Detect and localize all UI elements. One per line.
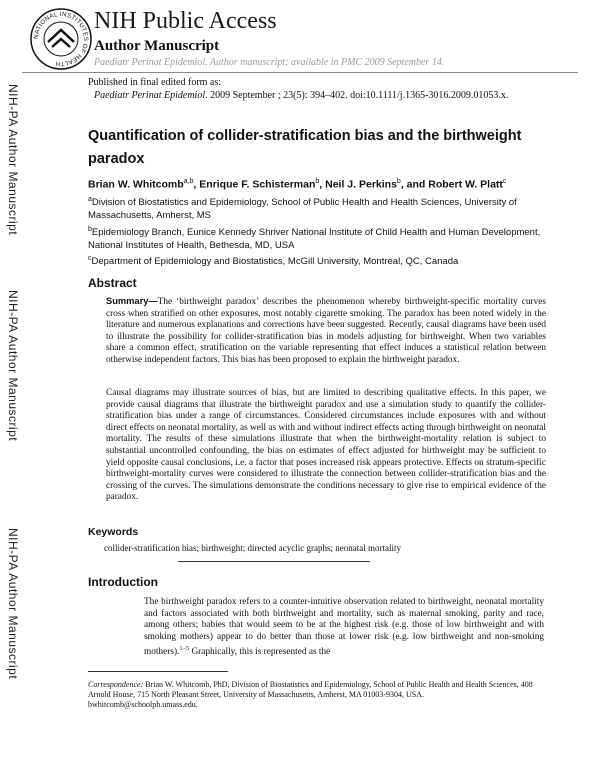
footnote-divider: [88, 671, 228, 672]
publication-info: [88, 76, 508, 102]
correspondence-email[interactable]: bwhitcomb@schoolph.umass.edu.: [88, 700, 198, 709]
correspondence-footnote: Correspondence: Brian W. Whitcomb, PhD, Division of Biostatistics and Epidemiology, School of Public Health and Health Sciences, 408 Arnold House, 715 North Pleasant Street, University of Massachusetts, Amherst, MA 01003-9304, USA. bwhitcomb@schoolph.umass.edu.: [88, 680, 533, 709]
keywords-divider: [178, 561, 370, 562]
journal-name: Paediatr Perinat Epidemiol: [94, 90, 206, 101]
summary-label: Summary—: [106, 296, 158, 306]
nih-logo: [30, 8, 92, 70]
abstract-paragraph-1: Summary—The ‘birthweight paradox’ describes the phenomenon whereby birthweight-specific mortality curves cross when stratified on other exposures, most notably cigarette smoking. The paradox has been noted widely in the literature and numerous explanations and corrections have been suggested. Recently, causal diagrams have been used to illustrate the possibility for collider-stratification bias in models adjusting for birthweight. When two variables share a common effect, stratification on the variable representing that effect induces a statistical relation between otherwise independent factors. This bias has been proposed to explain the birthweight paradox.: [106, 296, 546, 365]
abstract-heading: Abstract: [88, 276, 137, 290]
reference-citation[interactable]: 1–5: [179, 645, 190, 653]
author-list: Brian W. Whitcomb$^{a,b}$, Enrique F. Schisterman$^b$, Neil J. Perkins$^b$, and Robert W. Platt$^c$: [88, 178, 507, 191]
header-divider: [22, 72, 578, 73]
introduction-paragraph: The birthweight paradox refers to a counter-intuitive observation related to birthweight, neonatal mortality and factors associated with both birthweight and mortality, such as maternal smoking, parity and race, among others; babies that would seem to be at the highest risk (e.g. those of low birthweight and with smoking mothers) appear to do better than those at lower risk (e.g. low birthweight and non-smoking mothers).$^{1-5}$ Graphically, this is represented as the: [144, 597, 544, 658]
affiliation: $^c$Department of Epidemiology and Biostatistics, McGill University, Montreal, QC, Canada: [88, 255, 459, 268]
correspondence-label: Correspondence:: [88, 680, 144, 689]
keywords-heading: Keywords: [88, 526, 139, 538]
availability-note: Paediatr Perinat Epidemiol. Author manuscript; available in PMC 2009 September 14.: [94, 57, 445, 68]
side-label-1: NIH-PA Author Manuscript: [6, 84, 20, 236]
affiliation: $^a$Division of Biostatistics and Epidemiology, School of Public Health and Health Sciences, University of Massachusetts, Amherst, MS: [88, 196, 517, 221]
article-title: Quantification of collider-stratification bias and the birthweight paradox: [88, 128, 522, 167]
affiliation: $^b$Epidemiology Branch, Eunice Kennedy Shriver National Institute of Child Health and Human Development, National Institutes of Health, Bethesda, MD, USA: [88, 226, 541, 251]
author: Enrique F. Schisterman: [199, 178, 316, 191]
citation: . 2009 September ; 23(5): 394–402. doi:10.1111/j.1365-3016.2009.01053.x.: [205, 90, 509, 101]
side-label-2: NIH-PA Author Manuscript: [6, 290, 20, 442]
logo-ring-text: NATIONAL INSTITUTES OF HEALTH: [32, 10, 90, 68]
author: Brian W. Whitcomb: [88, 178, 184, 191]
introduction-heading: Introduction: [88, 575, 158, 589]
keywords-list: collider-stratification bias; birthweight; directed acyclic graphs; neonatal mortality: [104, 543, 401, 553]
nih-public-access-title: NIH Public Access: [94, 8, 277, 34]
author-manuscript-label: Author Manuscript: [94, 38, 220, 54]
published-label: Published in final edited form as:: [88, 77, 222, 88]
side-label-3: NIH-PA Author Manuscript: [6, 528, 20, 680]
author: Neil J. Perkins: [325, 178, 397, 191]
abstract-paragraph-2: Causal diagrams may illustrate sources of bias, but are limited to describing qualitative effects. In this paper, we provide causal diagrams that illustrate the birthweight paradox and use a simulation study to quantify the collider-stratification bias under a range of circumstances. Considered circumstances include exposures with and without direct effects on neonatal mortality, as well as with and without indirect effects acting through birthweight on neonatal mortality. The results of these simulations illustrate that when the birthweight-mortality relation is subject to substantial uncontrolled confounding, the bias on estimates of effect adjusted for birthweight may be sufficient to yield opposite causal conclusions, i.e. a factor that poses increased risk appears protective. Effects on stratum-specific birthweight-mortality curves were considered to illustrate the connection between collider-stratification bias and the crossing of the curves. The simulations demonstrate the conditions necessary to give rise to empirical evidence of the paradox.: [106, 388, 547, 503]
author: Robert W. Platt: [428, 178, 503, 191]
